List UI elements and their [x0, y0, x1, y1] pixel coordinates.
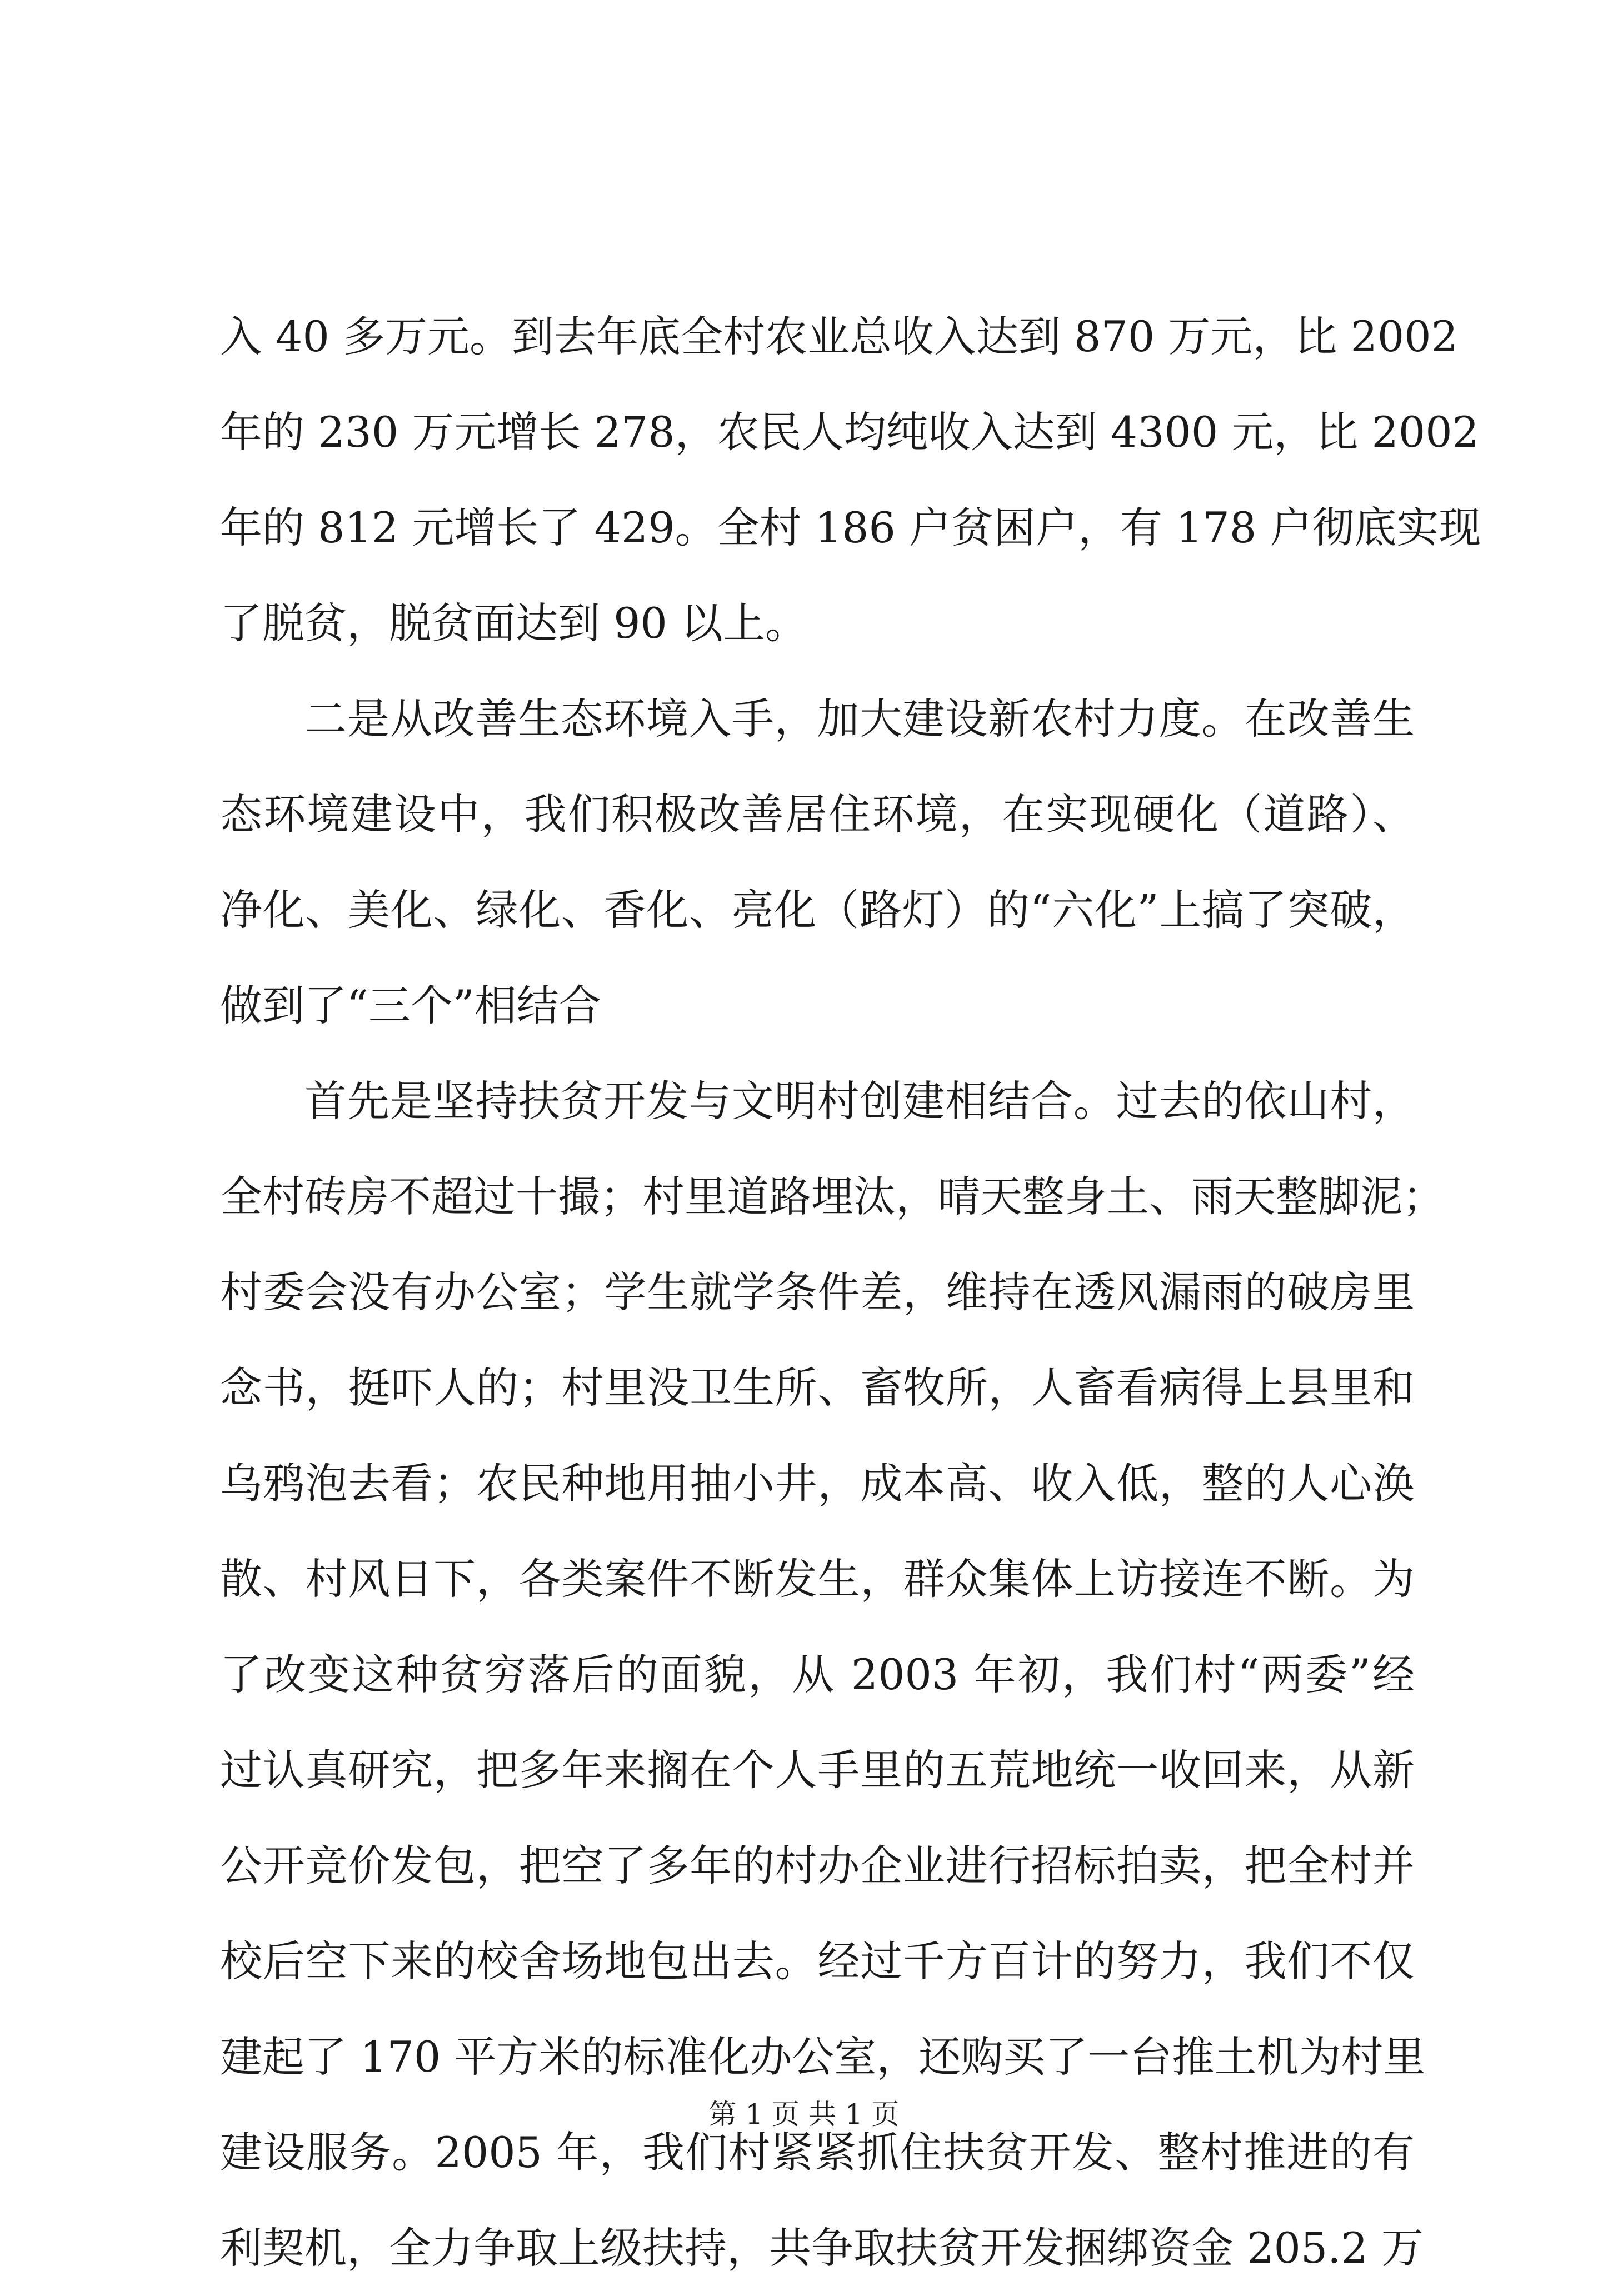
text-line: 了改变这种贫穷落后的面貌，从 2003 年初，我们村“两委”经	[220, 1650, 1415, 1699]
text-line: 乌鸦泡去看；农民种地用抽小井，成本高、收入低，整的人心涣	[220, 1459, 1415, 1508]
text-line: 做到了“三个”相结合	[220, 981, 601, 1030]
text-line: 校后空下来的校舍场地包出去。经过千方百计的努力，我们不仅	[220, 1936, 1415, 1986]
text-line: 年的 812 元增长了 429。全村 186 户贫困户，有 178 户彻底实现	[220, 503, 1481, 552]
text-line: 建设服务。2005 年，我们村紧紧抓住扶贫开发、整村推进的有	[220, 2128, 1415, 2177]
text-line: 利契机，全力争取上级扶持，共争取扶贫开发捆绑资金 205.2 万	[220, 2223, 1424, 2273]
text-line: 念书，挺吓人的；村里没卫生所、畜牧所，人畜看病得上县里和	[220, 1363, 1415, 1412]
text-line: 年的 230 万元增长 278，农民人均纯收入达到 4300 元，比 2002	[220, 407, 1479, 457]
text-line: 建起了 170 平方米的标准化办公室，还购买了一台推土机为村里	[220, 2032, 1426, 2082]
text-line: 态环境建设中，我们积极改善居住环境，在实现硬化（道路）、	[220, 790, 1415, 839]
text-line: 二是从改善生态环境入手，加大建设新农村力度。在改善生	[304, 694, 1415, 743]
text-line: 了脱贫，脱贫面达到 90 以上。	[220, 598, 808, 648]
paragraph	[220, 671, 1415, 1054]
text-line: 散、村风日下，各类案件不断发生，群众集体上访接连不断。为	[220, 1554, 1415, 1604]
paragraph	[220, 289, 1481, 671]
page-footer: 第 1 页 共 1 页	[708, 2098, 900, 2130]
document-body	[220, 289, 1481, 2296]
text-line: 净化、美化、绿化、香化、亮化（路灯）的“六化”上搞了突破，	[220, 885, 1415, 935]
text-line: 过认真研究，把多年来搁在个人手里的五荒地统一收回来，从新	[220, 1745, 1415, 1795]
text-line: 入 40 多万元。到去年底全村农业总收入达到 870 万元，比 2002	[220, 312, 1458, 361]
text-line: 首先是坚持扶贫开发与文明村创建相结合。过去的依山村，	[304, 1076, 1415, 1126]
text-line: 公开竞价发包，把空了多年的村办企业进行招标拍卖，把全村并	[220, 1841, 1415, 1890]
text-line: 全村砖房不超过十撮；村里道路埋汰，晴天整身土、雨天整脚泥；	[220, 1172, 1445, 1221]
text-line: 村委会没有办公室；学生就学条件差，维持在透风漏雨的破房里	[220, 1267, 1415, 1317]
